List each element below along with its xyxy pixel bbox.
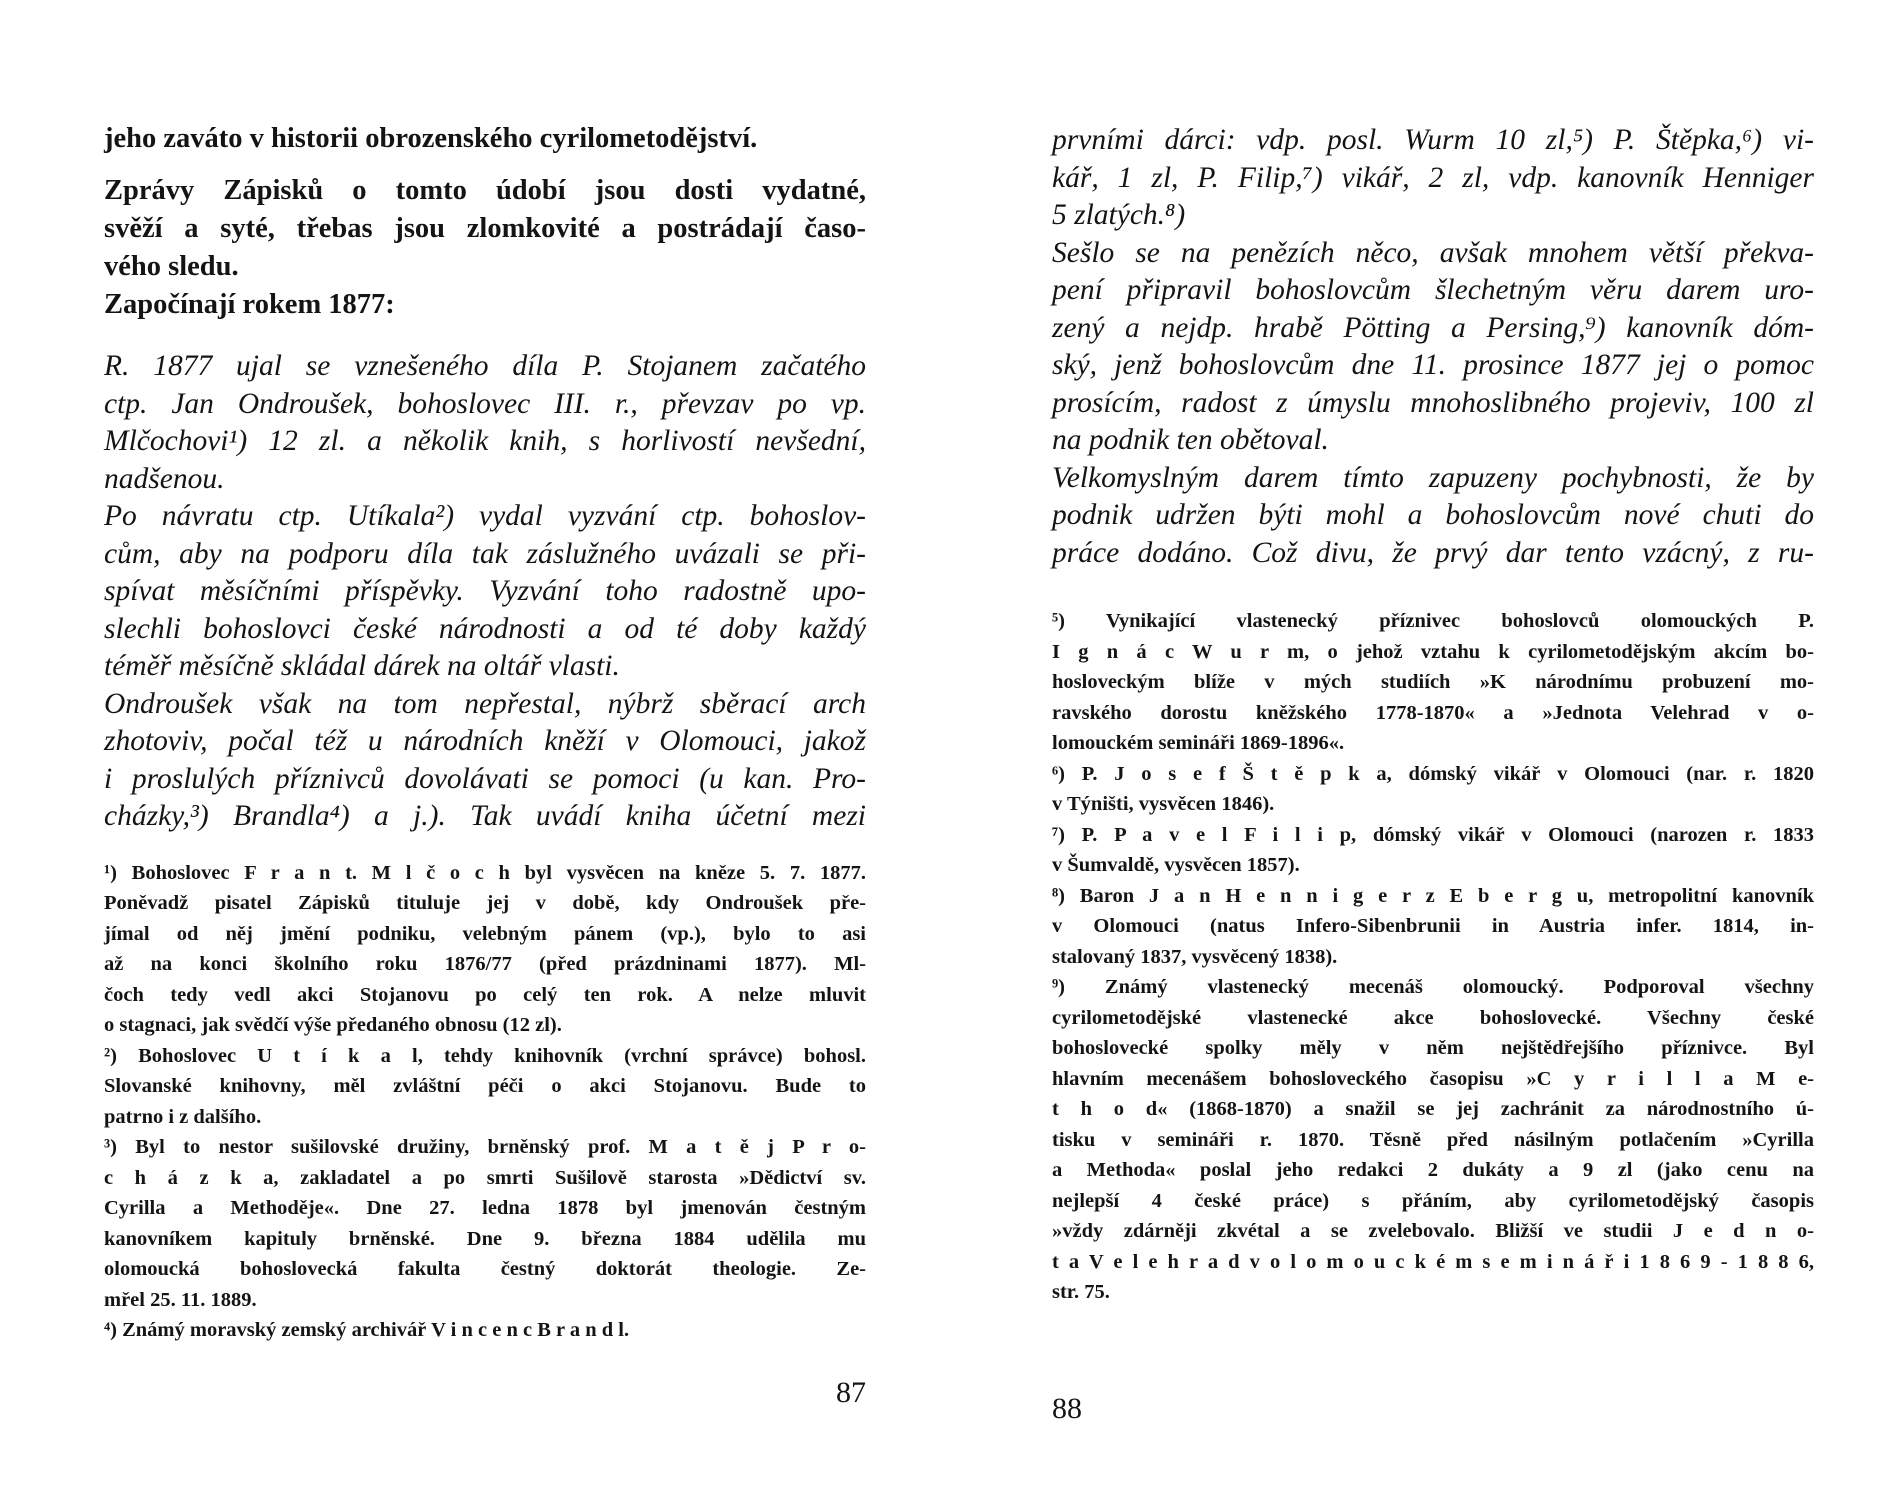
text-line: svěží a syté, třebas jsou zlomkovité a postrádají časo- xyxy=(104,213,866,244)
text-line: Zprávy Zápisků o tomto údobí jsou dosti vydatné, xyxy=(104,175,866,206)
quote-line: pení připravil bohoslovcům šlechetným věru darem uro- xyxy=(1052,274,1814,306)
footnote-line: »vždy zdárněji zkvétal a se zvelebovalo. Bližší ve studii J e d n o- xyxy=(1052,1220,1814,1242)
footnote-line: kanovníkem kapituly brněnské. Dne 9. března 1884 udělila mu xyxy=(104,1227,866,1250)
text-line: jeho zaváto v historii obrozenského cyrilometodějství. xyxy=(104,123,758,154)
footnote-line: lomouckém semináři 1869-1896«. xyxy=(1052,732,1345,754)
quote-line: Ondroušek však na tom nepřestal, nýbrž sběrací arch xyxy=(104,687,866,720)
quote-line: Mlčochovi¹) 12 zl. a několik knih, s horlivostí nevšední, xyxy=(104,425,866,457)
quote-line: slechli bohoslovci české národnosti a od té doby každý xyxy=(104,612,866,645)
footnotes xyxy=(104,858,866,1346)
quote-line: cházky,³) Brandla⁴) a j.). Tak uvádí kniha účetní mezi xyxy=(104,800,866,832)
footnote-line: I g n á c W u r m, o jehož vztahu k cyrilometodějským akcím bo- xyxy=(1052,640,1814,663)
footnote-line: olomoucká bohoslovecká fakulta čestný doktorát theologie. Ze- xyxy=(104,1258,866,1280)
quote-line: zený a nejdp. hrabě Pötting a Persing,⁹) kanovník dóm- xyxy=(1052,311,1814,344)
footnote-line: v Týništi, vysvěcen 1846). xyxy=(1052,793,1275,815)
quote-line: práce dodáno. Což divu, že prvý dar tento vzácný, z ru- xyxy=(1052,536,1814,569)
footnote-line: patrno i z dalšího. xyxy=(104,1105,262,1128)
footnote-line: Cyrilla a Methoděje«. Dne 27. ledna 1878 byl jmenován čestným xyxy=(104,1197,866,1219)
footnote-line: ravského dorostu kněžského 1778-1870« a »Jednota Velehrad v o- xyxy=(1052,701,1814,724)
footnote-line: mřel 25. 11. 1889. xyxy=(104,1288,257,1311)
quote-line: 5 zlatých.⁸) xyxy=(1052,199,1186,231)
chronicle-quote xyxy=(1052,122,1814,572)
quote-line: prvními dárci: vdp. posl. Wurm 10 zl,⁵) P. Štěpka,⁶) vi- xyxy=(1052,124,1814,156)
intro-paragraph xyxy=(104,172,866,324)
page-number: 88 xyxy=(1052,1392,1082,1425)
quote-line: nadšenou. xyxy=(104,462,225,495)
quote-line: spívat měsíčními příspěvky. Vyzvání toho radostně upo- xyxy=(104,575,866,607)
footnote-line: jímal od něj jmění podniku, velebným pánem (vp.), bylo to asi xyxy=(104,922,866,945)
footnote-line: Slovanské knihovny, měl zvláštní péči o akci Stojanovu. Bude to xyxy=(104,1075,866,1097)
quote-line: Po návratu ctp. Utíkala²) vydal vyzvání ctp. bohoslov- xyxy=(104,500,866,532)
footnote-line: ³) Byl to nestor sušilovské družiny, brněnský prof. M a t ě j P r o- xyxy=(104,1136,866,1158)
quote-line: ský, jenž bohoslovcům dne 11. prosince 1877 jej o pomoc xyxy=(1052,349,1814,381)
footnote-line: hlavním mecenášem bohosloveckého časopisu »C y r i l l a M e- xyxy=(1052,1067,1814,1090)
footnote-line: stalovaný 1837, vysvěcený 1838). xyxy=(1052,945,1338,968)
footnote-line: a Methoda« poslal jeho redakci 2 dukáty a 9 zl (jako cenu na xyxy=(1052,1159,1814,1181)
quote-line: cům, aby na podporu díla tak záslužného uvázali se při- xyxy=(104,537,866,570)
footnote-line: ⁴) Známý moravský zemský archivář V i n c e n c B r a n d l. xyxy=(104,1319,630,1341)
footnote-line: ⁶) P. J o s e f Š t ě p k a, dómský vikář v Olomouci (nar. r. 1820 xyxy=(1052,762,1814,785)
quote-line: zhotoviv, počal též u národních kněží v Olomouci, jakož xyxy=(104,725,866,757)
footnote-line: str. 75. xyxy=(1052,1281,1110,1303)
footnotes xyxy=(1052,606,1814,1308)
quote-line: na podnik ten obětoval. xyxy=(1052,424,1329,456)
footnote-line: nejlepší 4 české práce) s přáním, aby cyrilometodějský časopis xyxy=(1052,1189,1814,1212)
opening-paragraph xyxy=(104,120,866,158)
left-page xyxy=(104,0,866,1409)
footnote-line: ⁷) P. P a v e l F i l i p, dómský vikář v Olomouci (narozen r. 1833 xyxy=(1052,823,1814,846)
text-line: vého sledu. xyxy=(104,251,239,282)
quote-line: Sešlo se na penězích něco, avšak mnohem větší překva- xyxy=(1052,236,1814,269)
footnote-line: tisku v semináři r. 1870. Těsně před násilným potlačením »Cyrilla xyxy=(1052,1128,1814,1151)
quote-line: kář, 1 zl, P. Filip,⁷) vikář, 2 zl, vdp. kanovník Henniger xyxy=(1052,161,1814,194)
footnote-line: ⁹) Známý vlastenecký mecenáš olomoucký. Podporoval všechny xyxy=(1052,976,1814,998)
text-line: Započínají rokem 1877: xyxy=(104,289,395,320)
footnote-line: až na konci školního roku 1876/77 (před prázdninami 1877). Ml- xyxy=(104,953,866,975)
quote-line: prosícím, radost z úmyslu mnohoslibného projeviv, 100 zl xyxy=(1052,386,1814,419)
quote-line: ctp. Jan Ondroušek, bohoslovec III. r., převzav po vp. xyxy=(104,387,866,420)
footnote-line: bohoslovecké spolky měly v něm nejštědřejšího příznivce. Byl xyxy=(1052,1037,1814,1059)
page-number: 87 xyxy=(836,1376,866,1409)
footnote-line: cyrilometodějské vlastenecké akce bohoslovecké. Všechny české xyxy=(1052,1006,1814,1029)
chronicle-quote xyxy=(104,348,866,836)
footnote-line: čoch tedy vedl akci Stojanovu po celý ten rok. A nelze mluvit xyxy=(104,983,866,1006)
footnote-line: v Šumvaldě, vysvěcen 1857). xyxy=(1052,854,1300,876)
footnote-line: v Olomouci (natus Infero-Sibenbrunii in Austria infer. 1814, in- xyxy=(1052,915,1814,937)
footnote-line: t a V e l e h r a d v o l o m o u c k é m s e m i n á ř i 1 8 6 9 - 1 8 8 6, xyxy=(1052,1250,1814,1273)
footnote-line: Poněvadž pisatel Zápisků tituluje jej v době, kdy Ondroušek pře- xyxy=(104,892,866,914)
footnote-line: ⁵) Vynikající vlastenecký příznivec bohoslovců olomouckých P. xyxy=(1052,610,1814,632)
right-page xyxy=(1052,0,1814,1425)
quote-line: téměř měsíčně skládal dárek na oltář vlasti. xyxy=(104,650,620,682)
footnote-line: ⁸) Baron J a n H e n n i g e r z E b e r g u, metropolitní kanovník xyxy=(1052,884,1814,907)
footnote-line: o stagnaci, jak svědčí výše předaného obnosu (12 zl). xyxy=(104,1014,562,1036)
quote-line: Velkomyslným darem tímto zapuzeny pochybnosti, že by xyxy=(1052,461,1814,494)
footnote-line: t h o d« (1868-1870) a snažil se jej zachránit za národnostního ú- xyxy=(1052,1098,1814,1120)
quote-line: i proslulých příznivců dovolávati se pomoci (u kan. Pro- xyxy=(104,762,866,795)
footnote-line: hosloveckým blíže v mých studiích »K národnímu probuzení mo- xyxy=(1052,671,1814,693)
footnote-line: ¹) Bohoslovec F r a n t. M l č o c h byl vysvěcen na kněze 5. 7. 1877. xyxy=(104,861,866,884)
quote-line: R. 1877 ujal se vznešeného díla P. Stojanem začatého xyxy=(104,350,866,382)
footnote-line: ²) Bohoslovec U t í k a l, tehdy knihovník (vrchní správce) bohosl. xyxy=(104,1044,866,1067)
quote-line: podnik udržen býti mohl a bohoslovcům nové chuti do xyxy=(1052,499,1814,531)
footnote-line: c h á z k a, zakladatel a po smrti Sušilově starosta »Dědictví sv. xyxy=(104,1166,866,1189)
